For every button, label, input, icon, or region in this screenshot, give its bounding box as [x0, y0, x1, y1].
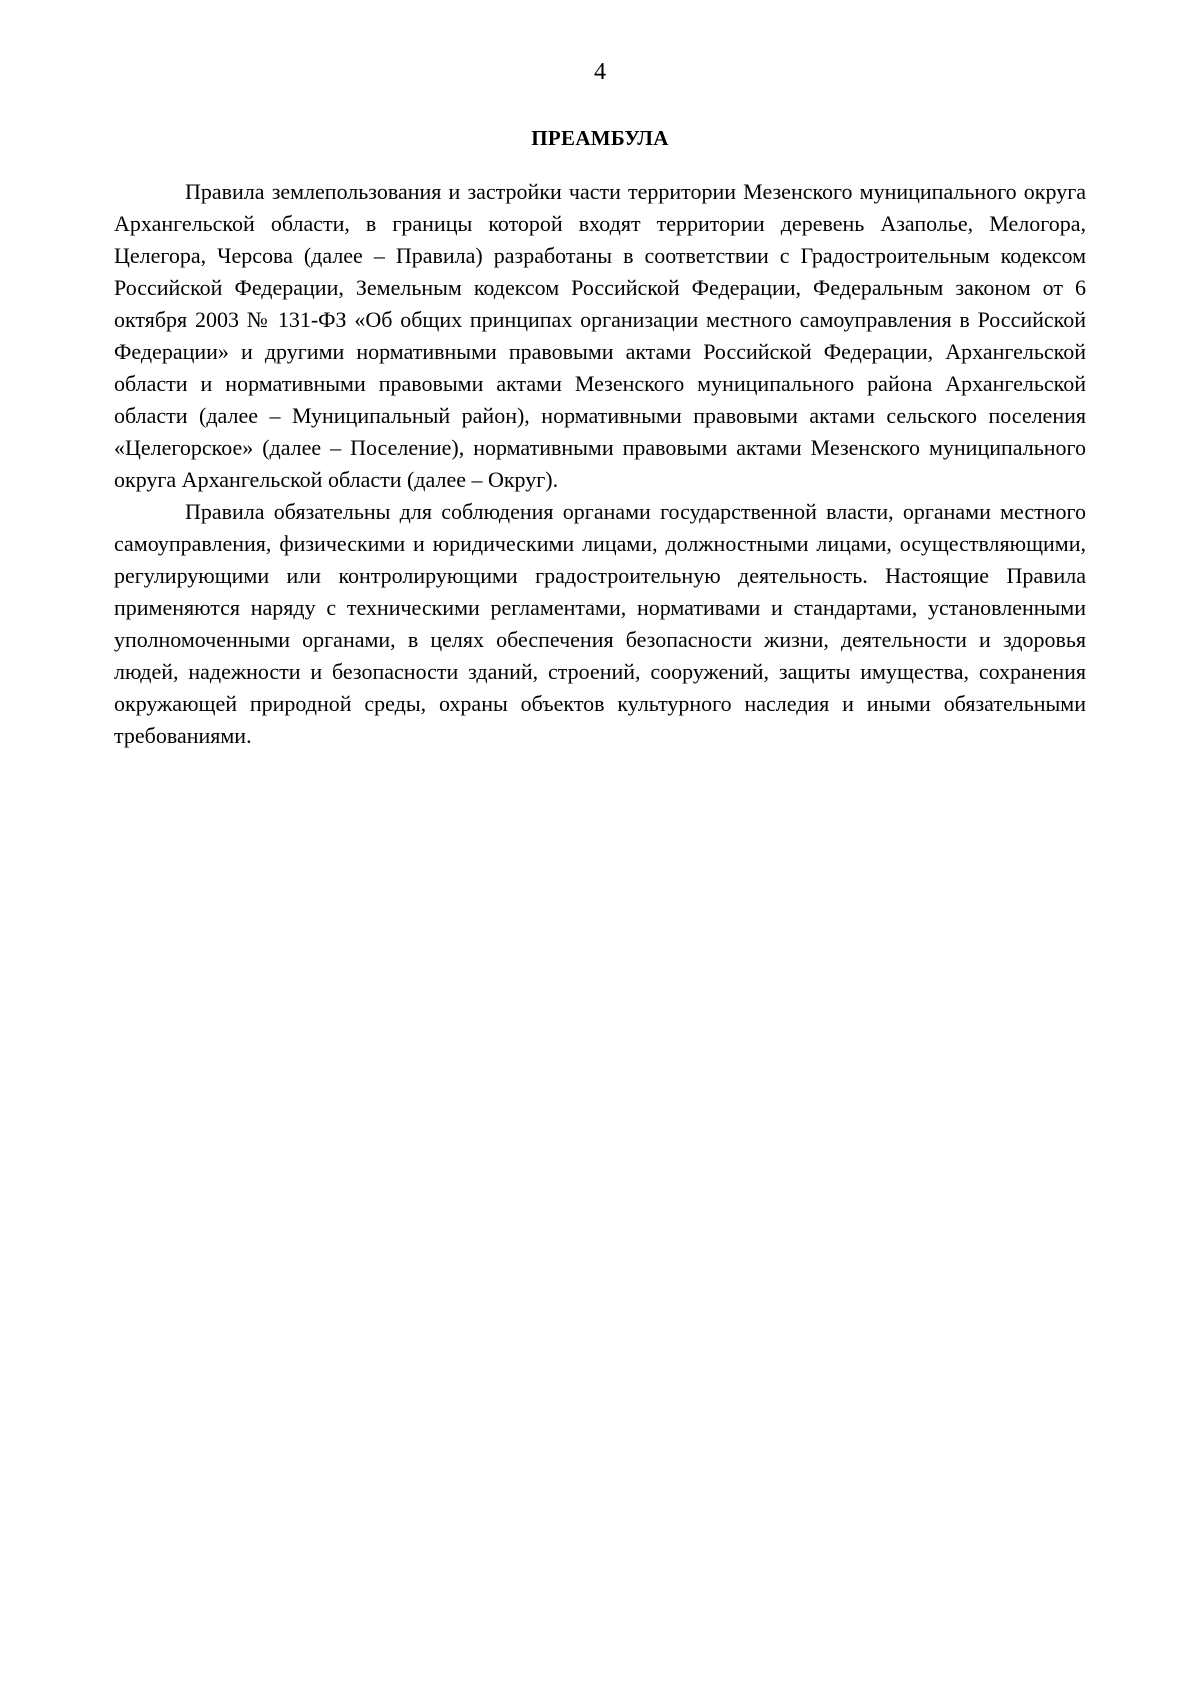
page-number: 4 [594, 59, 606, 85]
paragraph-1: Правила землепользования и застройки части территории Мезенского муниципального округа Архангельской области, в границы которой входят территории деревень Азаполье, Мелогора, Целегора, Черсова (далее – Правила) разработаны в соответствии с Градостроительным кодексом Российской Федерации, Земельным кодексом Российской Федерации, Федеральным законом от 6 октября 2003 № 131-ФЗ «Об общих принципах организации местного самоуправления в Российской Федерации» и другими нормативными правовыми актами Российской Федерации, Архангельской области и нормативными правовыми актами Мезенского муниципального района Архангельской области (далее – Муниципальный район), нормативными правовыми актами сельского поселения «Целегорское» (далее – Поселение), нормативными правовыми актами Мезенского муниципального округа Архангельской области (далее – Округ). [114, 179, 1086, 492]
section-title: ПРЕАМБУЛА [531, 126, 669, 150]
paragraph-2: Правила обязательны для соблюдения органами государственной власти, органами местного самоуправления, физическими и юридическими лицами, должностными лицами, осуществляющими, регулирующими или контролирующими градостроительную деятельность. Настоящие Правила применяются наряду с техническими регламентами, нормативами и стандартами, установленными уполномоченными органами, в целях обеспечения безопасности жизни, деятельности и здоровья людей, надежности и безопасности зданий, строений, сооружений, защиты имущества, сохранения окружающей природной среды, охраны объектов культурного наследия и иными обязательными требованиями. [114, 499, 1086, 748]
document-body [114, 176, 1086, 752]
